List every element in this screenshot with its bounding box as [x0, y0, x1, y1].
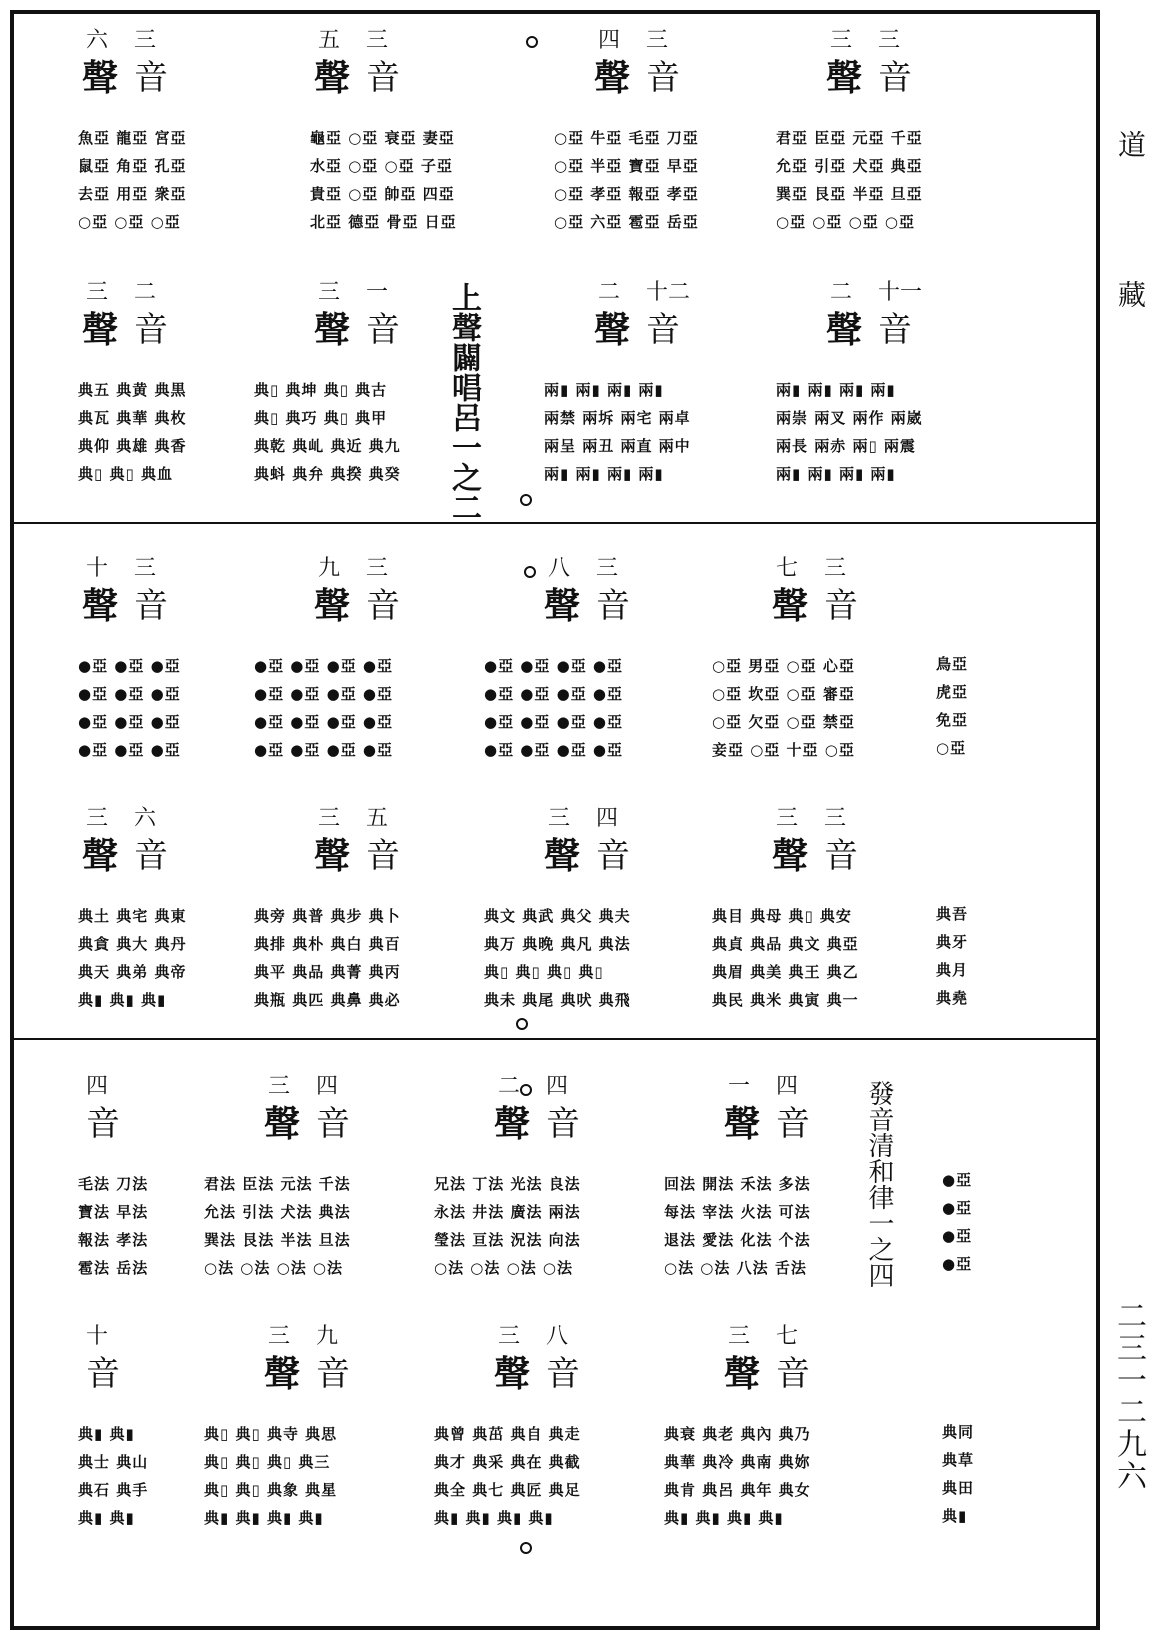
group-s2-b0 — [78, 806, 282, 1009]
group-s1-t0 — [78, 28, 282, 231]
group-number-side: 三 — [268, 1324, 291, 1349]
table-row: 兄法 丁法 光法 良法 — [434, 1175, 581, 1193]
list-item: ●亞 — [942, 1227, 973, 1245]
list-item: 免亞 — [936, 711, 969, 729]
group-number-side: 六 — [86, 28, 109, 53]
group-s2-t2 — [484, 556, 744, 759]
table-row: ●亞 ●亞 ●亞 ●亞 — [484, 685, 624, 703]
group-rows — [78, 124, 308, 236]
group-rows — [254, 652, 484, 764]
table-row: ○亞 六亞 雹亞 岳亞 — [554, 213, 699, 231]
group-title-yin: 音 — [596, 836, 630, 876]
group-number-top: 四 — [86, 1074, 109, 1099]
table-row: 典衰 典老 典內 典乃 — [664, 1425, 811, 1443]
group-rows — [664, 1420, 894, 1532]
table-row: 典士 典山 — [78, 1453, 149, 1471]
table-row: 典▯ 典坤 典▯ 典古 — [254, 381, 388, 399]
group-title-yin: 音 — [134, 586, 168, 626]
table-row: ○亞 半亞 寶亞 早亞 — [554, 157, 699, 175]
group-title-sheng: 聲 — [314, 585, 351, 627]
group-title-sheng: 聲 — [314, 835, 351, 877]
table-row: 典排 典朴 典白 典百 — [254, 935, 401, 953]
section-1 — [14, 14, 1096, 522]
group-number-side: 七 — [776, 556, 799, 581]
group-title-sheng: 聲 — [724, 1353, 761, 1395]
page-number: 二三一二九六 — [1111, 1300, 1146, 1492]
group-title-yin: 音 — [776, 1354, 810, 1394]
table-row: 兩禁 兩坼 兩宅 兩卓 — [544, 409, 691, 427]
list-item: 典牙 — [936, 933, 969, 951]
group-number-top: 三 — [824, 556, 847, 581]
group-title-yin: 音 — [86, 1354, 120, 1394]
group-number-top: 四 — [546, 1074, 569, 1099]
group-number-top: 五 — [366, 806, 389, 831]
group-number-top: 四 — [316, 1074, 339, 1099]
group-title-yin: 音 — [546, 1104, 580, 1144]
group-s1-b3 — [776, 280, 1026, 483]
group-title-yin: 音 — [366, 836, 400, 876]
table-row: 每法 宰法 火法 可法 — [664, 1203, 811, 1221]
table-row: 允法 引法 犬法 典法 — [204, 1203, 351, 1221]
table-row: 巽亞 艮亞 半亞 旦亞 — [776, 185, 923, 203]
table-row: 典瓶 典匹 典鼻 典必 — [254, 991, 401, 1009]
group-number-top: 六 — [134, 806, 157, 831]
list-item: ●亞 — [942, 1199, 973, 1217]
table-row: 妾亞 ○亞 十亞 ○亞 — [712, 741, 855, 759]
table-row: 退法 愛法 化法 个法 — [664, 1231, 811, 1249]
group-title-sheng: 聲 — [594, 309, 631, 351]
list-item: ●亞 — [942, 1255, 973, 1273]
group-title-yin: 音 — [134, 310, 168, 350]
group-s1-b0 — [78, 280, 282, 483]
table-row: 典未 典尾 典吠 典飛 — [484, 991, 631, 1009]
group-number-side: 三 — [498, 1324, 521, 1349]
group-title-sheng: 聲 — [494, 1103, 531, 1145]
group-number-top: 十二 — [646, 280, 691, 305]
group-number-side: 一 — [728, 1074, 751, 1099]
table-row: ○亞 ○亞 ○亞 — [78, 213, 181, 231]
group-title-sheng: 聲 — [594, 57, 631, 99]
list-item: 典田 — [942, 1479, 975, 1497]
group-s2-b2 — [484, 806, 744, 1009]
side-column — [942, 1166, 1002, 1278]
group-title-yin: 音 — [366, 310, 400, 350]
section-3 — [14, 1040, 1096, 1630]
table-row: ●亞 ●亞 ●亞 ●亞 — [254, 685, 394, 703]
group-title-sheng: 聲 — [314, 57, 351, 99]
table-row: 典土 典宅 典東 — [78, 907, 187, 925]
group-rows — [484, 902, 714, 1014]
table-row: ○亞 男亞 ○亞 心亞 — [712, 657, 855, 675]
group-title-yin: 音 — [878, 310, 912, 350]
group-rows — [204, 1170, 434, 1282]
table-row: 貴亞 ○亞 帥亞 四亞 — [310, 185, 455, 203]
table-row: 典▯ 典▯ 典血 — [78, 465, 173, 483]
circle-mark — [520, 494, 532, 506]
group-title-yin: 音 — [134, 836, 168, 876]
group-title-sheng: 聲 — [544, 835, 581, 877]
table-row: 毛法 刀法 — [78, 1175, 149, 1193]
table-row: ○亞 孝亞 報亞 孝亞 — [554, 185, 699, 203]
table-row: 允亞 引亞 犬亞 典亞 — [776, 157, 923, 175]
table-row: 君法 臣法 元法 千法 — [204, 1175, 351, 1193]
group-s3-b2 — [434, 1324, 694, 1527]
group-title-yin: 音 — [366, 58, 400, 98]
group-number-side: 十 — [86, 556, 109, 581]
group-number-top: 二 — [134, 280, 157, 305]
group-title-yin: 音 — [316, 1354, 350, 1394]
group-title-sheng: 聲 — [826, 309, 863, 351]
table-row: 兩▮ 兩▮ 兩▮ 兩▮ — [544, 465, 664, 483]
table-row: 典▮ 典▮ 典▮ 典▮ — [204, 1509, 324, 1527]
group-number-top: 十一 — [878, 280, 923, 305]
table-row: ●亞 ●亞 ●亞 ●亞 — [484, 741, 624, 759]
group-s2-b1 — [254, 806, 514, 1009]
group-rows — [664, 1170, 894, 1282]
group-title-yin: 音 — [596, 586, 630, 626]
group-rows — [554, 124, 784, 236]
table-row: 典貪 典大 典丹 — [78, 935, 187, 953]
table-row: 典▮ 典▮ — [78, 1425, 135, 1443]
group-number-top: 三 — [366, 28, 389, 53]
table-row: 典▯ 典巧 典▯ 典甲 — [254, 409, 388, 427]
group-number-top: 一 — [366, 280, 389, 305]
group-title-yin: 音 — [316, 1104, 350, 1144]
table-row: 典▯ 典▯ 典寺 典思 — [204, 1425, 338, 1443]
group-title-sheng: 聲 — [772, 585, 809, 627]
circle-mark — [516, 1018, 528, 1030]
group-title-sheng: 聲 — [724, 1103, 761, 1145]
group-number-top: 八 — [546, 1324, 569, 1349]
table-row: ●亞 ●亞 ●亞 — [78, 713, 181, 731]
group-s1-t2 — [554, 28, 794, 231]
table-row: 水亞 ○亞 ○亞 子亞 — [310, 157, 453, 175]
table-row: 典華 典冷 典南 典妳 — [664, 1453, 811, 1471]
table-row: 鼠亞 角亞 孔亞 — [78, 157, 187, 175]
group-title-sheng: 聲 — [494, 1353, 531, 1395]
list-item: 典草 — [942, 1451, 975, 1469]
group-title-sheng: 聲 — [264, 1353, 301, 1395]
group-s2-t0 — [78, 556, 282, 759]
table-row: 兩▮ 兩▮ 兩▮ 兩▮ — [776, 381, 896, 399]
group-rows — [434, 1420, 664, 1532]
group-number-top: 三 — [134, 556, 157, 581]
group-number-side: 三 — [86, 280, 109, 305]
list-item: 典同 — [942, 1423, 975, 1441]
table-row: ●亞 ●亞 ●亞 ●亞 — [484, 713, 624, 731]
table-row: 魚亞 龍亞 宮亞 — [78, 129, 187, 147]
group-rows — [204, 1420, 434, 1532]
group-number-side: 三 — [318, 806, 341, 831]
group-s3-t1 — [204, 1074, 464, 1277]
table-row: 典▮ 典▮ 典▮ 典▮ — [664, 1509, 784, 1527]
circle-mark — [526, 36, 538, 48]
table-row: 典肯 典呂 典年 典女 — [664, 1481, 811, 1499]
circle-mark — [520, 1084, 532, 1096]
group-title-sheng: 聲 — [82, 309, 119, 351]
group-s1-b2 — [544, 280, 794, 483]
table-row: ●亞 ●亞 ●亞 — [78, 657, 181, 675]
table-row: 典蚪 典弁 典揆 典癸 — [254, 465, 401, 483]
table-row: ○亞 坎亞 ○亞 審亞 — [712, 685, 855, 703]
table-row: 典旁 典普 典步 典卜 — [254, 907, 401, 925]
group-title-yin: 音 — [646, 58, 680, 98]
section-2 — [14, 524, 1096, 1036]
table-row: 典天 典弟 典帝 — [78, 963, 187, 981]
table-row: 典▯ 典▯ 典象 典星 — [204, 1481, 338, 1499]
group-s1-t1 — [310, 28, 514, 231]
table-row: ●亞 ●亞 ●亞 ●亞 — [254, 657, 394, 675]
group-title-sheng: 聲 — [544, 585, 581, 627]
table-row: ●亞 ●亞 ●亞 — [78, 685, 181, 703]
table-row: 典民 典米 典寅 典一 — [712, 991, 859, 1009]
group-rows — [776, 376, 1006, 488]
table-row: ○法 ○法 ○法 ○法 — [204, 1259, 344, 1277]
table-row: ●亞 ●亞 ●亞 ●亞 — [254, 741, 394, 759]
group-rows — [434, 1170, 664, 1282]
group-number-side: 三 — [268, 1074, 291, 1099]
page-frame — [10, 10, 1100, 1630]
group-rows — [310, 124, 540, 236]
group-title-yin: 音 — [824, 586, 858, 626]
table-row: 典瓦 典華 典枚 — [78, 409, 187, 427]
table-row: 典▮ 典▮ 典▮ 典▮ — [434, 1509, 554, 1527]
group-s3-b1 — [204, 1324, 464, 1527]
section-heading: 上聲闢唱呂一之二 — [446, 282, 481, 522]
group-title-yin: 音 — [824, 836, 858, 876]
group-s3-b3 — [664, 1324, 924, 1527]
side-column — [936, 900, 996, 1012]
group-title-yin: 音 — [366, 586, 400, 626]
table-row: 典目 典母 典▯ 典安 — [712, 907, 852, 925]
table-row: 典平 典品 典菁 典丙 — [254, 963, 401, 981]
table-row: 回法 開法 禾法 多法 — [664, 1175, 811, 1193]
list-item: 典月 — [936, 961, 969, 979]
group-number-side: 八 — [548, 556, 571, 581]
group-title-sheng: 聲 — [826, 57, 863, 99]
group-number-side: 四 — [598, 28, 621, 53]
group-number-side: 三 — [830, 28, 853, 53]
table-row: 典▮ 典▮ — [78, 1509, 135, 1527]
group-number-top: 三 — [366, 556, 389, 581]
table-row: 寶法 早法 — [78, 1203, 149, 1221]
table-row: ○亞 欠亞 ○亞 禁亞 — [712, 713, 855, 731]
group-number-side: 五 — [318, 28, 341, 53]
circle-mark — [520, 1542, 532, 1554]
table-row: ○亞 ○亞 ○亞 ○亞 — [776, 213, 916, 231]
margin-title-bottom: 藏 — [1114, 280, 1147, 308]
table-row: 典乾 典乢 典近 典九 — [254, 437, 401, 455]
table-row: 典▯ 典▯ 典▯ 典▯ — [484, 963, 604, 981]
group-number-top: 四 — [776, 1074, 799, 1099]
group-title-yin: 音 — [86, 1104, 120, 1144]
list-item: ○亞 — [936, 739, 967, 757]
group-number-side: 三 — [86, 806, 109, 831]
group-number-top: 三 — [646, 28, 669, 53]
group-number-side: 二 — [830, 280, 853, 305]
table-row: 兩長 兩赤 兩▯ 兩震 — [776, 437, 916, 455]
group-title-sheng: 聲 — [82, 57, 119, 99]
table-row: 報法 孝法 — [78, 1231, 149, 1249]
group-title-yin: 音 — [878, 58, 912, 98]
table-row: 君亞 臣亞 元亞 千亞 — [776, 129, 923, 147]
group-title-yin: 音 — [134, 58, 168, 98]
group-number-side: 三 — [548, 806, 571, 831]
table-row: 典貞 典品 典文 典亞 — [712, 935, 859, 953]
group-s1-t3 — [776, 28, 1026, 231]
group-number-side: 三 — [318, 280, 341, 305]
table-row: 典万 典晚 典凡 典法 — [484, 935, 631, 953]
group-s2-t1 — [254, 556, 514, 759]
group-rows — [254, 376, 484, 488]
list-item: 典吾 — [936, 905, 969, 923]
group-title-sheng: 聲 — [82, 835, 119, 877]
table-row: 兩呈 兩丑 兩直 兩中 — [544, 437, 691, 455]
group-title-sheng: 聲 — [772, 835, 809, 877]
table-row: ●亞 ●亞 ●亞 ●亞 — [254, 713, 394, 731]
group-title-sheng: 聲 — [314, 309, 351, 351]
group-title-yin: 音 — [546, 1354, 580, 1394]
table-row: 兩崇 兩叉 兩作 兩崴 — [776, 409, 923, 427]
group-title-yin: 音 — [646, 310, 680, 350]
margin-title-top: 道 — [1114, 130, 1147, 158]
table-row: ○法 ○法 八法 舌法 — [664, 1259, 807, 1277]
group-number-side: 三 — [776, 806, 799, 831]
table-row: 永法 井法 廣法 兩法 — [434, 1203, 581, 1221]
group-rows — [712, 652, 942, 764]
table-row: 典▯ 典▯ 典▯ 典三 — [204, 1453, 331, 1471]
group-rows — [254, 902, 484, 1014]
group-number-top: 三 — [134, 28, 157, 53]
list-item: ●亞 — [942, 1171, 973, 1189]
group-number-top: 三 — [824, 806, 847, 831]
table-row: 巽法 艮法 半法 旦法 — [204, 1231, 351, 1249]
table-row: 去亞 用亞 衆亞 — [78, 185, 187, 203]
side-column — [942, 1418, 1002, 1530]
table-row: 典全 典七 典匠 典足 — [434, 1481, 581, 1499]
group-title-sheng: 聲 — [82, 585, 119, 627]
circle-mark — [524, 566, 536, 578]
list-item: 鳥亞 — [936, 655, 969, 673]
group-number-side: 九 — [318, 556, 341, 581]
table-row: 典才 典采 典在 典截 — [434, 1453, 581, 1471]
group-number-top: 三 — [596, 556, 619, 581]
table-row: ○法 ○法 ○法 ○法 — [434, 1259, 574, 1277]
group-number-top: 七 — [776, 1324, 799, 1349]
table-row: 兩▮ 兩▮ 兩▮ 兩▮ — [776, 465, 896, 483]
group-rows — [712, 902, 942, 1014]
table-row: ○亞 牛亞 毛亞 刀亞 — [554, 129, 699, 147]
group-title-sheng: 聲 — [264, 1103, 301, 1145]
list-item: 典▮ — [942, 1507, 968, 1525]
table-row: 典文 典武 典父 典夫 — [484, 907, 631, 925]
table-row: 典石 典手 — [78, 1481, 149, 1499]
group-title-yin: 音 — [776, 1104, 810, 1144]
group-rows — [544, 376, 774, 488]
table-row: ●亞 ●亞 ●亞 — [78, 741, 181, 759]
table-row: 瑩法 亘法 況法 向法 — [434, 1231, 581, 1249]
group-number-top: 十 — [86, 1324, 109, 1349]
table-row: 典五 典黄 典黒 — [78, 381, 187, 399]
group-number-side: 二 — [598, 280, 621, 305]
list-item: 典堯 — [936, 989, 969, 1007]
group-number-side: 三 — [728, 1324, 751, 1349]
group-number-top: 九 — [316, 1324, 339, 1349]
table-row: 北亞 德亞 骨亞 日亞 — [310, 213, 457, 231]
side-column — [936, 650, 996, 762]
group-number-top: 三 — [878, 28, 901, 53]
table-row: 典仰 典雄 典香 — [78, 437, 187, 455]
table-row: 龜亞 ○亞 衰亞 妻亞 — [310, 129, 455, 147]
table-row: 典曾 典茁 典自 典走 — [434, 1425, 581, 1443]
table-row: 兩▮ 兩▮ 兩▮ 兩▮ — [544, 381, 664, 399]
table-row: ●亞 ●亞 ●亞 ●亞 — [484, 657, 624, 675]
group-rows — [776, 124, 1006, 236]
group-number-side: 二 — [498, 1074, 521, 1099]
group-rows — [484, 652, 714, 764]
list-item: 虎亞 — [936, 683, 969, 701]
group-number-top: 四 — [596, 806, 619, 831]
table-row: 雹法 岳法 — [78, 1259, 149, 1277]
table-row: 典▮ 典▮ 典▮ — [78, 991, 167, 1009]
section-heading: 發音清和律一之四 — [864, 1080, 894, 1288]
table-row: 典眉 典美 典王 典乙 — [712, 963, 859, 981]
